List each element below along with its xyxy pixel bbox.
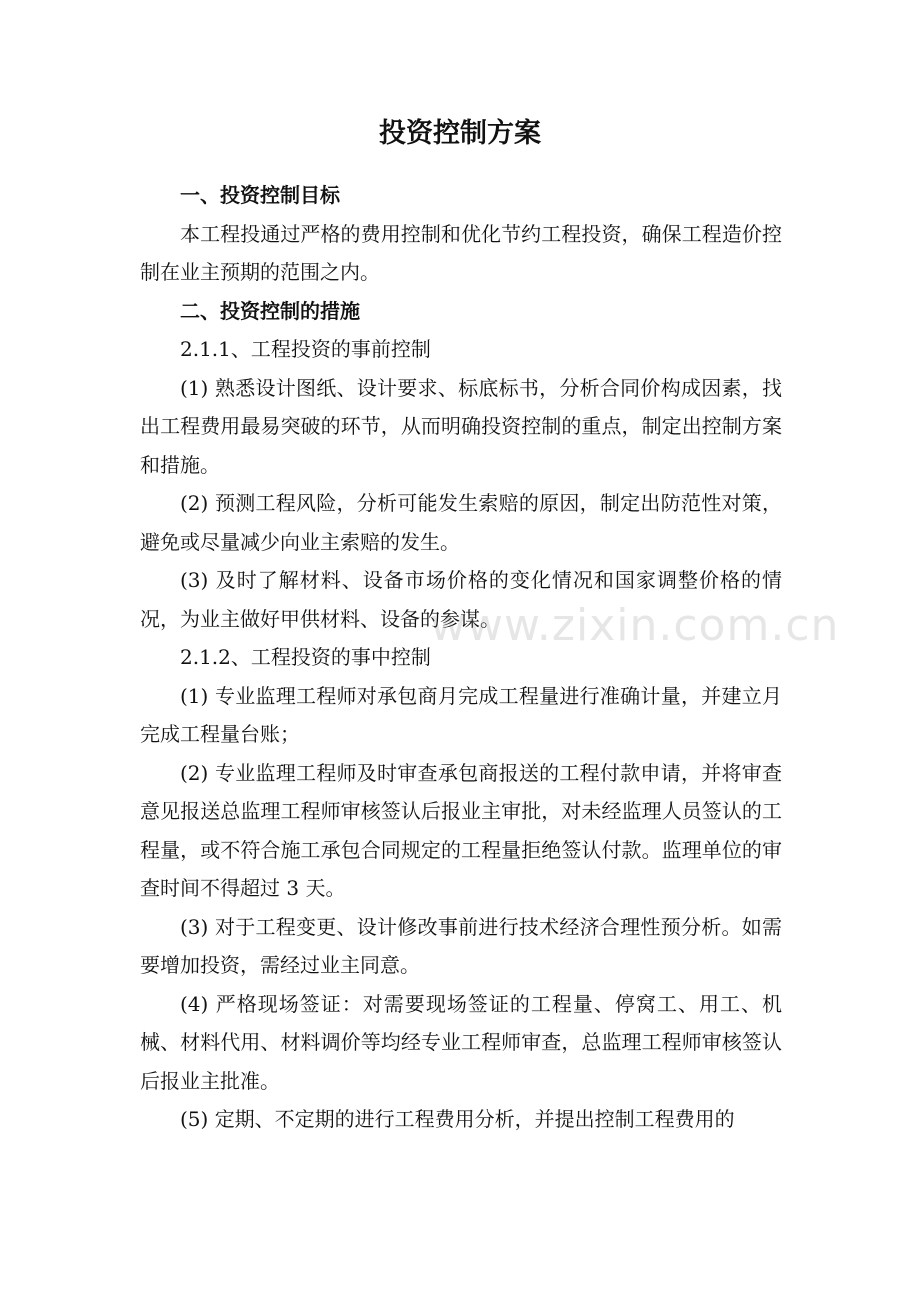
paragraph: (2) 预测工程风险，分析可能发生索赔的原因，制定出防范性对策，避免或尽量减少向业主索赔的发生。 xyxy=(140,491,782,554)
paragraph: (1) 专业监理工程师对承包商月完成工程量进行准确计量，并建立月完成工程量台账； xyxy=(140,683,782,746)
section-heading-measures: 二、投资控制的措施 xyxy=(180,298,360,323)
watermark-text: www.zixin.com.cn xyxy=(430,600,840,651)
paragraph: (4) 严格现场签证：对需要现场签证的工程量、停窝工、用工、机械、材料代用、材料调价等均经专业工程师审查，总监理工程师审核签认后报业主批准。 xyxy=(140,991,782,1093)
document-title: 投资控制方案 xyxy=(379,118,541,149)
paragraph: (1) 熟悉设计图纸、设计要求、标底标书，分析合同价构成因素，找出工程费用最易突破的环节，从而明确投资控制的重点，制定出控制方案和措施。 xyxy=(140,375,782,477)
paragraph: (2) 专业监理工程师及时审查承包商报送的工程付款申请，并将审查意见报送总监理工程师审核签认后报业主审批，对未经监理人员签认的工程量，或不符合施工承包合同规定的工程量拒绝签认付款。监理单位的审查时间不得超过 3 天。 xyxy=(140,760,782,900)
paragraph: (3) 及时了解材料、设备市场价格的变化情况和国家调整价格的情况，为业主做好甲供材料、设备的参谋。 xyxy=(140,568,782,631)
paragraph: (5) 定期、不定期的进行工程费用分析，并提出控制工程费用的 xyxy=(180,1107,735,1131)
subsection-heading-mid-control: 2.1.2、工程投资的事中控制 xyxy=(180,645,431,669)
paragraph: 本工程投通过严格的费用控制和优化节约工程投资，确保工程造价控制在业主预期的范围之内。 xyxy=(140,221,782,284)
document-body xyxy=(140,176,782,1139)
section-heading-goals: 一、投资控制目标 xyxy=(180,183,340,207)
paragraph: (3) 对于工程变更、设计修改事前进行技术经济合理性预分析。如需要增加投资，需经过业主同意。 xyxy=(140,914,782,977)
subsection-heading-pre-control: 2.1.1、工程投资的事前控制 xyxy=(180,337,431,361)
